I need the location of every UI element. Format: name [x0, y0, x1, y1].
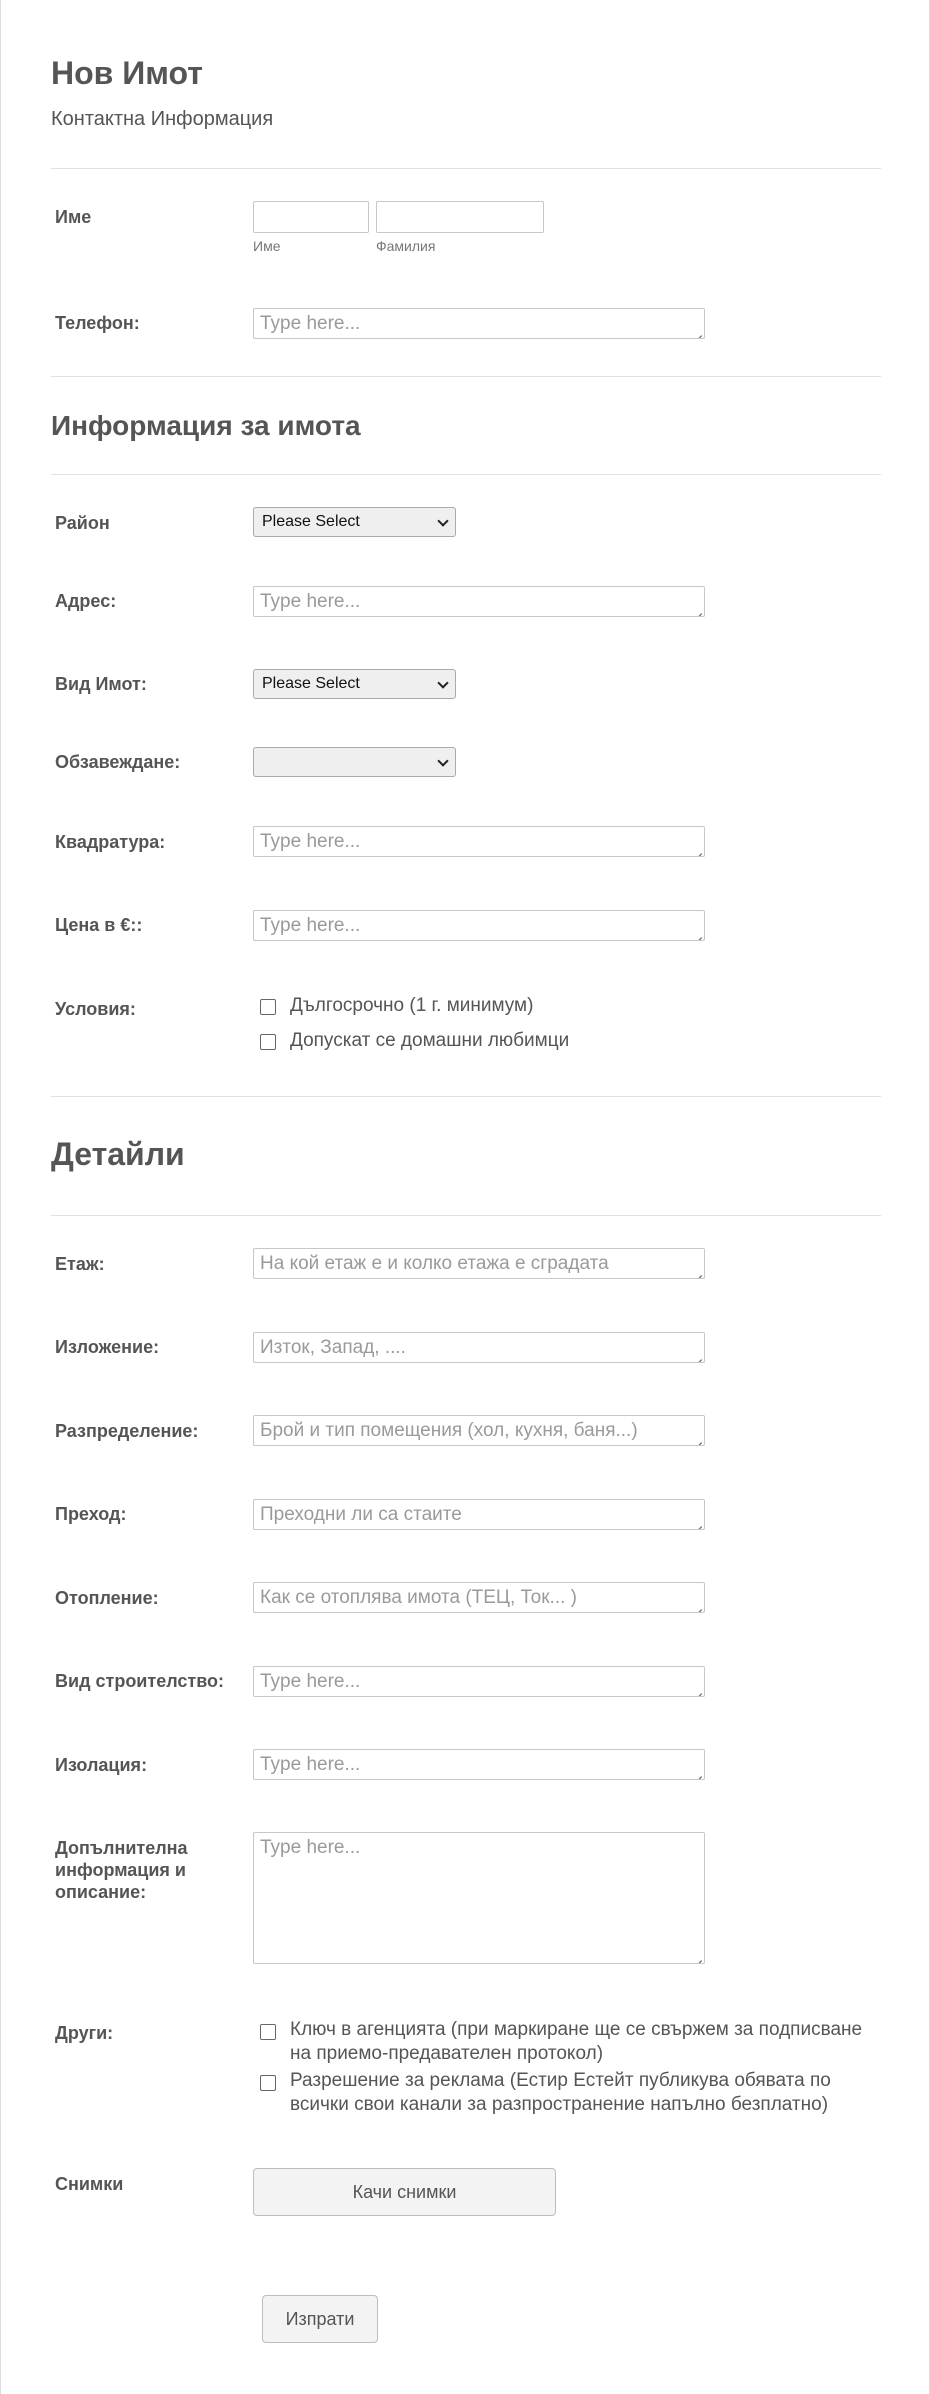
condition-pets-checkbox[interactable] — [260, 1034, 276, 1050]
others-label: Други: — [55, 2023, 114, 2043]
ad-permission-label: Разрешение за реклама (Естир Естейт публикува обявата по всички свои канали за разпространение напълно безплатно) — [290, 2070, 831, 2115]
price-input[interactable] — [253, 910, 705, 941]
layout-label: Разпределение: — [55, 1421, 199, 1441]
resize-grip-icon[interactable] — [692, 928, 702, 938]
construction-label: Вид строителство: — [55, 1671, 225, 1691]
phone-label: Телефон: — [55, 313, 140, 333]
furnishing-label: Обзавеждане: — [55, 752, 181, 772]
resize-grip-icon[interactable] — [692, 326, 702, 336]
divider — [51, 376, 881, 377]
property-type-value: Please Select — [262, 675, 360, 692]
area-input[interactable] — [253, 826, 705, 857]
passage-input[interactable] — [253, 1499, 705, 1530]
resize-grip-icon[interactable] — [692, 1266, 702, 1276]
resize-grip-icon[interactable] — [692, 1684, 702, 1694]
construction-placeholder: Type here... — [260, 1671, 361, 1692]
divider — [51, 1096, 881, 1097]
district-value: Please Select — [262, 513, 360, 530]
photos-label: Снимки — [55, 2174, 124, 2194]
submit-button[interactable]: Изпрати — [262, 2295, 378, 2343]
property-type-label: Вид Имот: — [55, 674, 147, 694]
resize-grip-icon[interactable] — [692, 1600, 702, 1610]
first-name-sublabel: Име — [253, 238, 281, 254]
last-name-sublabel: Фамилия — [376, 238, 436, 254]
district-select[interactable] — [253, 507, 456, 537]
chevron-down-icon — [437, 515, 448, 526]
chevron-down-icon — [437, 677, 448, 688]
address-input[interactable] — [253, 586, 705, 617]
price-placeholder: Type here... — [260, 915, 361, 936]
layout-input[interactable] — [253, 1415, 705, 1446]
phone-placeholder: Type here... — [260, 313, 361, 334]
name-label: Име — [55, 207, 92, 227]
last-name-input[interactable] — [376, 201, 544, 233]
resize-grip-icon[interactable] — [692, 1350, 702, 1360]
resize-grip-icon[interactable] — [692, 1433, 702, 1443]
heating-placeholder: Как се отоплява имота (ТЕЦ, Ток... ) — [260, 1587, 577, 1608]
divider — [51, 474, 881, 475]
details-heading: Детайли — [51, 1136, 185, 1172]
divider — [51, 1215, 881, 1216]
district-label: Район — [55, 513, 110, 533]
ad-permission-checkbox[interactable] — [260, 2075, 276, 2091]
heating-input[interactable] — [253, 1582, 705, 1613]
exposure-input[interactable] — [253, 1332, 705, 1363]
extra-info-placeholder: Type here... — [260, 1837, 361, 1858]
area-placeholder: Type here... — [260, 831, 361, 852]
passage-label: Преход: — [55, 1504, 127, 1524]
form-subtitle: Контактна Информация — [51, 108, 274, 130]
phone-input[interactable] — [253, 308, 705, 339]
key-in-agency-label: Ключ в агенцията (при маркиране ще се свържем за подписване на приемо-предавателен протокол) — [290, 2019, 863, 2064]
area-label: Квадратура: — [55, 832, 166, 852]
condition-pets-label: Допускат се домашни любимци — [290, 1030, 570, 1051]
price-label: Цена в €:: — [55, 915, 143, 935]
divider — [51, 168, 881, 169]
address-label: Адрес: — [55, 591, 117, 611]
exposure-label: Изложение: — [55, 1337, 160, 1357]
layout-placeholder: Брой и тип помещения (хол, кухня, баня...) — [260, 1420, 638, 1441]
heating-label: Отопление: — [55, 1588, 159, 1608]
form-title: Нов Имот — [51, 55, 203, 91]
extra-info-label: Допълнителна информация и описание: — [55, 1838, 188, 1902]
condition-longterm-checkbox[interactable] — [260, 999, 276, 1015]
resize-grip-icon[interactable] — [692, 844, 702, 854]
furnishing-select[interactable] — [253, 747, 456, 777]
floor-input[interactable] — [253, 1248, 705, 1279]
extra-info-textarea[interactable] — [253, 1832, 705, 1964]
floor-placeholder: На кой етаж е и колко етажа е сградата — [260, 1253, 609, 1274]
passage-placeholder: Преходни ли са стаите — [260, 1504, 462, 1525]
upload-photos-button[interactable]: Качи снимки — [253, 2168, 556, 2216]
resize-grip-icon[interactable] — [692, 604, 702, 614]
address-placeholder: Type here... — [260, 591, 361, 612]
insulation-label: Изолация: — [55, 1755, 148, 1775]
resize-grip-icon[interactable] — [692, 1951, 702, 1961]
insulation-input[interactable] — [253, 1749, 705, 1780]
conditions-label: Условия: — [55, 999, 136, 1019]
condition-longterm-label: Дългосрочно (1 г. минимум) — [290, 995, 534, 1016]
floor-label: Етаж: — [55, 1254, 105, 1274]
resize-grip-icon[interactable] — [692, 1517, 702, 1527]
insulation-placeholder: Type here... — [260, 1754, 361, 1775]
key-in-agency-checkbox[interactable] — [260, 2024, 276, 2040]
exposure-placeholder: Изток, Запад, .... — [260, 1337, 406, 1358]
property-type-select[interactable] — [253, 669, 456, 699]
resize-grip-icon[interactable] — [692, 1767, 702, 1777]
construction-input[interactable] — [253, 1666, 705, 1697]
property-heading: Информация за имота — [51, 410, 361, 441]
first-name-input[interactable] — [253, 201, 369, 233]
chevron-down-icon — [437, 755, 448, 766]
